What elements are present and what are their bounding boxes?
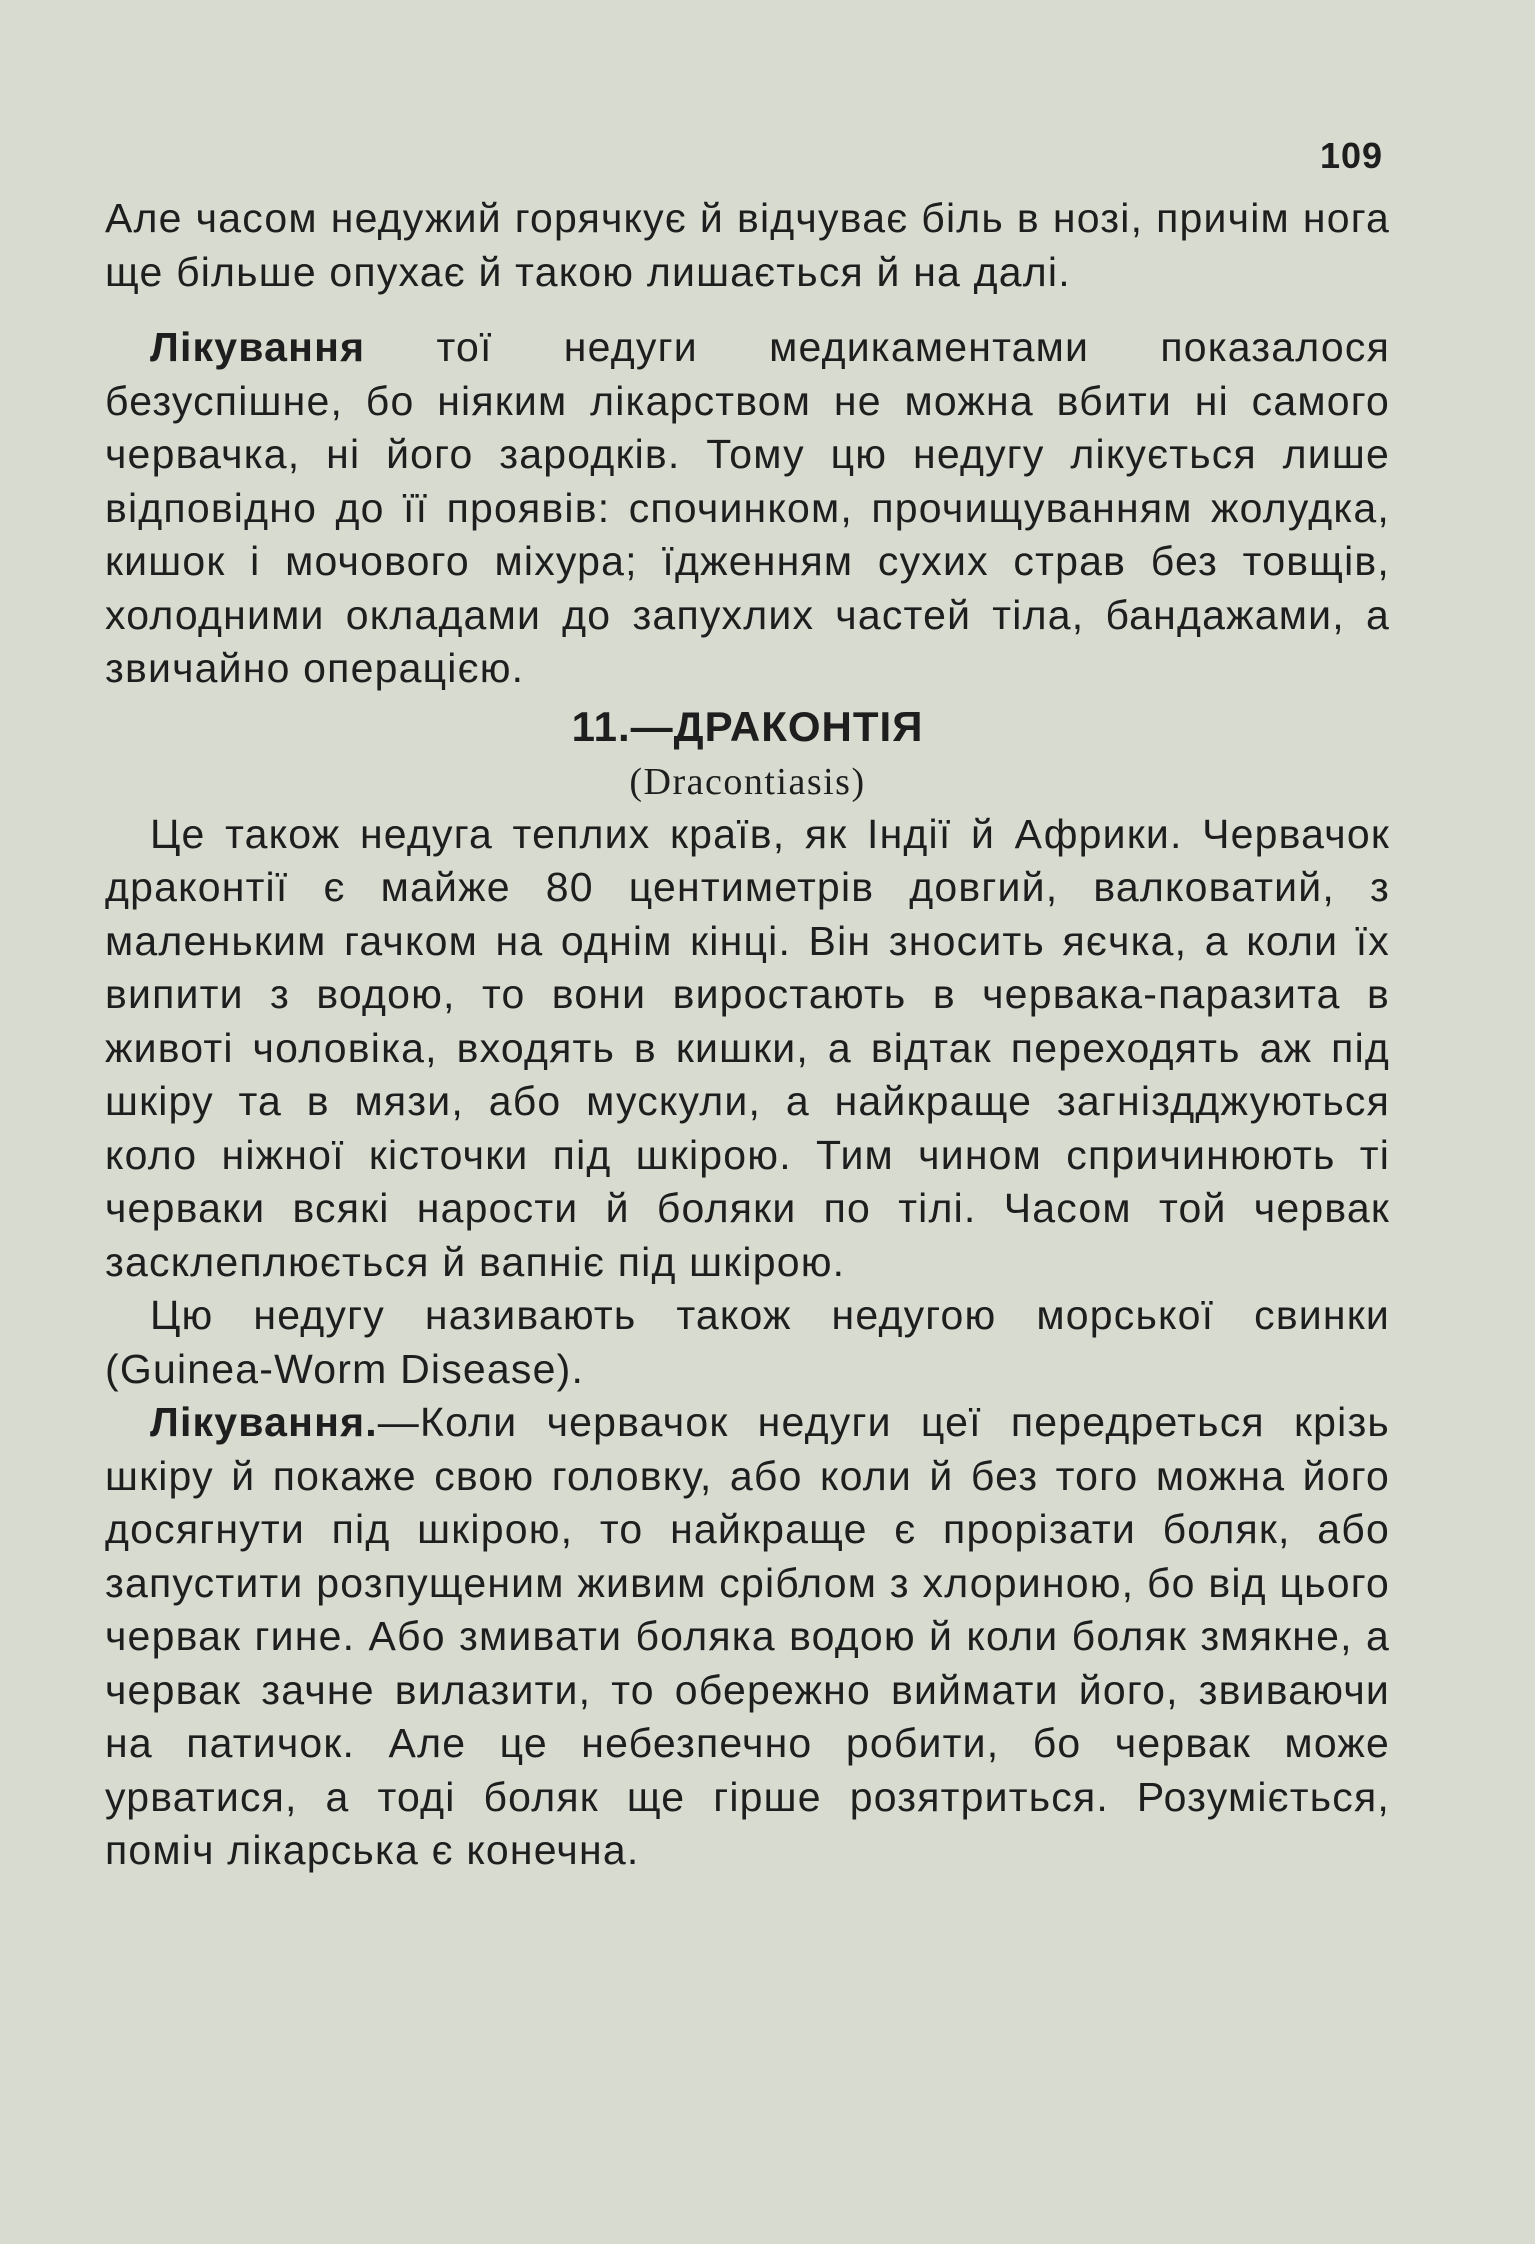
paragraph-symptoms: Але часом недужий горячкує й відчуває біль в нозі, причім нога ще більше опухає й такою лишається й на далі.	[105, 195, 1390, 295]
paragraph-description: Це також недуга теплих країв, як Індії й Африки. Червачок драконтії є майже 80 центиметрів довгий, валковатий, з маленьким гачком на однім кінці. Він зносить яєчка, а коли їх випити з водою, то вони виростають в червака-паразита в животі чоловіка, входять в кишки, а відтак переходять аж під шкіру та в мязи, або мускули, а найкраще загніздджуються коло ніжної кісточки під шкірою. Тим чином спричинюють ті черваки всякі нарости й боляки по тілі. Часом той червак засклеплюється й вапніє під шкірою.	[105, 810, 1390, 1285]
section-subtitle: (Dracontiasis)	[629, 760, 866, 803]
treatment-text: тої недуги медикаментами показалося безуспішне, бо ніяким лікарством не можна вбити ні самого червачка, ні його зародків. Тому цю недугу лікується лише відповідно до її проявів: спочинком, прочищуванням жолудка, кишок і мочового міхура; їдженням сухих страв без товщів, холодними окладами до запухлих частей тіла, бандажами, а звичайно операцією.	[105, 324, 1390, 691]
section-title: 11.—ДРАКОНТІЯ	[571, 702, 924, 750]
treatment-label: Лікування	[150, 324, 366, 370]
page-number: 109	[1320, 135, 1384, 176]
paragraph-alt-name: Цю недугу називають також недугою морської свинки (Guinea-Worm Disease).	[105, 1292, 1390, 1392]
treatment-text-2: —Коли червачок недуги цеї передреться крізь шкіру й покаже свою головку, або коли й без того можна його досягнути під шкірою, то найкраще є прорізати боляк, або запустити розпущеним живим сріблом з хлориною, бо від цього червак гине. Або змивати боляка водою й коли боляк змякне, а червак зачне вилазити, то обережно виймати його, звиваючи на патичок. Але це небезпечно робити, бо червак може урватися, а тоді боляк ще гірше розятриться. Розуміється, поміч лікарська є конечна.	[105, 1399, 1390, 1873]
treatment-label-2: Лікування.	[150, 1399, 378, 1445]
page-text	[105, 192, 1390, 1878]
paragraph-treatment-2	[105, 1396, 1390, 1878]
paragraph-treatment	[105, 321, 1390, 696]
